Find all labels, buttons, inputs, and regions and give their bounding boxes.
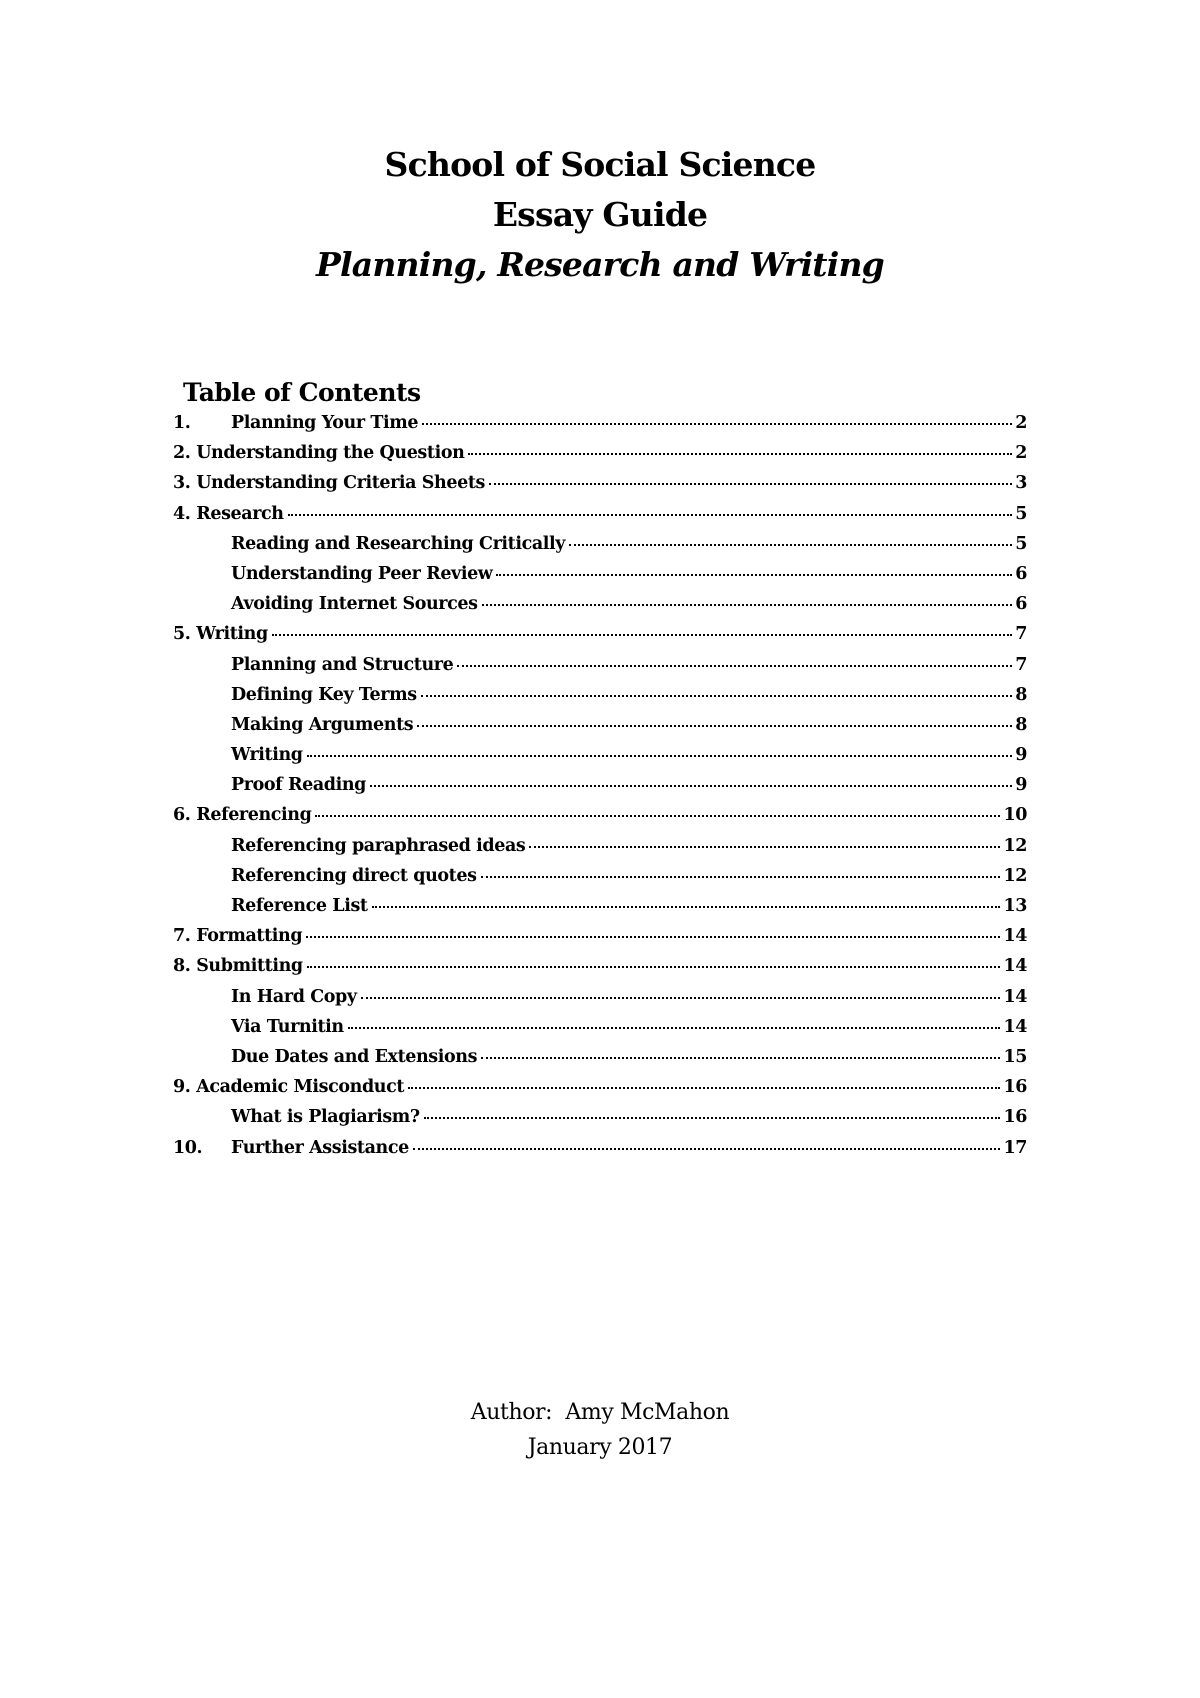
toc-dot-leader	[288, 514, 1013, 516]
toc-dot-leader	[361, 997, 1001, 999]
toc-entry-title: Further Assistance	[231, 1137, 409, 1158]
toc-dot-leader	[421, 695, 1013, 697]
toc-entry-label	[173, 1077, 404, 1097]
toc-entry-label	[231, 745, 303, 765]
toc-entry[interactable]	[173, 564, 1027, 594]
toc-page-number: 14	[1003, 956, 1027, 977]
toc-page-number: 6	[1015, 594, 1027, 615]
toc-page-number: 2	[1015, 443, 1027, 464]
toc-entry-title: Due Dates and Extensions	[231, 1046, 478, 1067]
toc-entry[interactable]	[173, 504, 1027, 534]
table-of-contents	[173, 373, 1027, 1168]
toc-entry-label	[231, 1017, 344, 1037]
toc-page-number: 7	[1015, 624, 1027, 645]
toc-page-number: 14	[1003, 926, 1027, 947]
publication-date: January 2017	[527, 1435, 673, 1460]
toc-dot-leader	[529, 846, 1000, 848]
toc-dot-leader	[482, 604, 1013, 606]
toc-entry[interactable]	[173, 775, 1027, 805]
toc-entry-title: Planning and Structure	[231, 654, 454, 675]
toc-page-number: 9	[1015, 745, 1027, 766]
toc-entry-label	[231, 564, 492, 584]
toc-page-number: 7	[1015, 654, 1027, 675]
toc-entry[interactable]	[173, 1077, 1027, 1107]
toc-entry[interactable]	[173, 1138, 1027, 1168]
toc-page-number: 3	[1015, 473, 1027, 494]
toc-dot-leader	[307, 966, 1001, 968]
title-guide: Essay Guide	[492, 195, 708, 234]
toc-entry-title: Writing	[231, 745, 303, 766]
toc-entry-title: Understanding Peer Review	[231, 563, 493, 584]
toc-entry-title: Understanding Criteria Sheets	[196, 473, 485, 494]
toc-dot-leader	[496, 574, 1012, 576]
toc-page-number: 16	[1003, 1107, 1027, 1128]
toc-page-number: 14	[1003, 986, 1027, 1007]
toc-entry-number: 7.	[173, 926, 191, 947]
toc-entry-number: 8.	[173, 956, 191, 977]
author-name: Author: Amy McMahon	[470, 1400, 730, 1425]
toc-entry-label	[173, 956, 303, 976]
toc-page-number: 12	[1003, 835, 1027, 856]
toc-entry-label	[173, 926, 302, 946]
toc-dot-leader	[348, 1027, 1001, 1029]
toc-page-number: 13	[1003, 896, 1027, 916]
toc-entry-title: Referencing paraphrased ideas	[231, 835, 526, 856]
toc-page-number: 8	[1015, 684, 1027, 705]
toc-page-number: 12	[1003, 865, 1027, 886]
toc-entry[interactable]	[173, 413, 1027, 443]
toc-entry[interactable]	[173, 926, 1027, 956]
toc-entry[interactable]	[173, 624, 1027, 654]
toc-entry[interactable]	[173, 1047, 1027, 1077]
toc-entry-label	[231, 534, 565, 554]
toc-dot-leader	[569, 544, 1012, 546]
toc-entry-title: Academic Misconduct	[196, 1077, 405, 1098]
toc-entry-title: Defining Key Terms	[231, 684, 417, 705]
toc-dot-leader	[422, 423, 1012, 425]
toc-entry-title: In Hard Copy	[231, 986, 357, 1007]
toc-entry[interactable]	[173, 594, 1027, 624]
toc-entry-title: Reading and Researching Critically	[231, 533, 566, 554]
toc-entry[interactable]	[173, 655, 1027, 685]
toc-entry-label	[231, 896, 368, 916]
toc-page-number: 9	[1015, 775, 1027, 796]
toc-entry-label	[231, 836, 525, 856]
toc-entry-title: Planning Your Time	[231, 413, 419, 433]
toc-entry[interactable]	[173, 473, 1027, 503]
toc-entry[interactable]	[173, 805, 1027, 835]
toc-entry[interactable]	[173, 956, 1027, 986]
toc-entry-label	[231, 1047, 477, 1067]
toc-entry-number: 6.	[173, 805, 191, 826]
toc-entry[interactable]	[173, 534, 1027, 564]
toc-entry-title: Understanding the Question	[196, 443, 465, 464]
toc-list	[173, 413, 1027, 1168]
toc-entry-title: Avoiding Internet Sources	[231, 594, 478, 615]
toc-page-number: 10	[1003, 805, 1027, 826]
toc-entry[interactable]	[173, 1107, 1027, 1137]
toc-entry-label	[173, 504, 284, 524]
toc-entry-title: Proof Reading	[231, 775, 367, 796]
toc-entry[interactable]	[173, 715, 1027, 745]
toc-entry-label	[231, 685, 417, 705]
toc-page-number: 8	[1015, 714, 1027, 735]
toc-entry-title: What is Plagiarism?	[231, 1107, 420, 1128]
toc-dot-leader	[468, 453, 1012, 455]
toc-entry[interactable]	[173, 896, 1027, 926]
toc-entry[interactable]	[173, 685, 1027, 715]
toc-entry-number: 2.	[173, 443, 191, 464]
toc-entry-title: Referencing	[196, 805, 312, 826]
toc-page-number: 5	[1015, 503, 1027, 524]
toc-entry-title: Research	[196, 503, 284, 524]
toc-dot-leader	[413, 1148, 1001, 1150]
toc-entry[interactable]	[173, 987, 1027, 1017]
toc-dot-leader	[307, 755, 1013, 757]
toc-entry[interactable]	[173, 866, 1027, 896]
toc-entry-number: 5.	[173, 624, 191, 645]
toc-entry-number: 10.	[173, 1137, 203, 1158]
document-title	[0, 140, 1200, 290]
toc-entry-number: 4.	[173, 503, 191, 524]
toc-entry-label	[173, 473, 485, 493]
toc-entry-title: Reference List	[231, 896, 368, 916]
toc-dot-leader	[457, 665, 1012, 667]
toc-entry[interactable]	[173, 443, 1027, 473]
toc-entry-number: 3.	[173, 473, 191, 494]
toc-entry-number: 9.	[173, 1077, 191, 1098]
toc-dot-leader	[408, 1087, 1000, 1089]
toc-dot-leader	[481, 876, 1001, 878]
toc-entry-label	[231, 866, 477, 886]
toc-entry-label	[173, 443, 464, 463]
toc-entry-title: Making Arguments	[231, 714, 414, 735]
toc-entry-label	[231, 775, 366, 795]
title-school: School of Social Science	[384, 145, 816, 184]
toc-entry-label	[231, 987, 357, 1007]
toc-entry-title: Formatting	[196, 926, 303, 947]
toc-entry-label	[231, 1107, 420, 1127]
toc-entry-title: Writing	[196, 624, 268, 645]
toc-entry-label	[231, 1138, 409, 1158]
toc-entry-label	[231, 413, 418, 433]
toc-dot-leader	[489, 483, 1012, 485]
toc-entry[interactable]	[173, 745, 1027, 775]
toc-page-number: 2	[1015, 413, 1027, 433]
toc-dot-leader	[315, 815, 1000, 817]
toc-entry-label	[231, 655, 453, 675]
toc-dot-leader	[370, 785, 1012, 787]
toc-entry-number: 1.	[173, 413, 191, 433]
toc-entry-label	[231, 715, 413, 735]
toc-entry-title: Referencing direct quotes	[231, 865, 477, 886]
toc-entry[interactable]	[173, 1017, 1027, 1047]
toc-dot-leader	[306, 936, 1000, 938]
toc-entry[interactable]	[173, 836, 1027, 866]
toc-page-number: 17	[1003, 1137, 1027, 1158]
toc-dot-leader	[372, 906, 1001, 908]
toc-entry-label	[173, 805, 311, 825]
toc-dot-leader	[417, 725, 1012, 727]
toc-entry-title: Via Turnitin	[231, 1016, 344, 1037]
author-block	[0, 1395, 1200, 1465]
title-subtitle: Planning, Research and Writing	[316, 245, 884, 284]
toc-entry-label	[231, 594, 478, 614]
toc-heading: Table of Contents	[183, 378, 421, 407]
toc-entry-title: Submitting	[196, 956, 303, 977]
toc-page-number: 14	[1003, 1016, 1027, 1037]
toc-dot-leader	[424, 1117, 1001, 1119]
toc-page-number: 6	[1015, 563, 1027, 584]
toc-page-number: 16	[1003, 1077, 1027, 1098]
toc-dot-leader	[481, 1057, 1000, 1059]
toc-page-number: 15	[1003, 1046, 1027, 1067]
toc-dot-leader	[272, 634, 1012, 636]
toc-page-number: 5	[1015, 533, 1027, 554]
toc-entry-label	[173, 624, 268, 644]
